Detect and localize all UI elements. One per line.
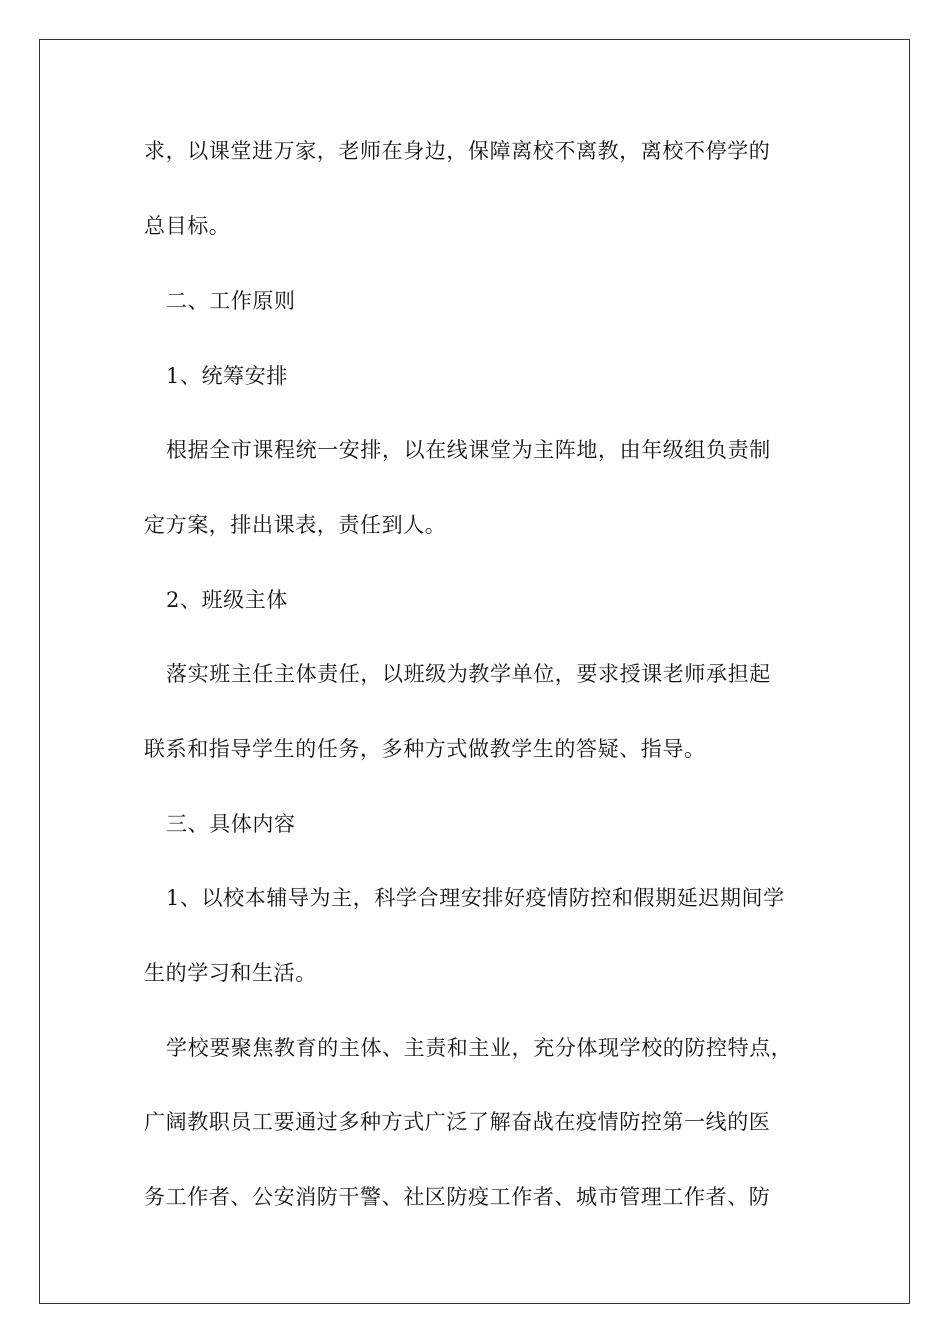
- paragraph-line: 总目标。: [144, 214, 231, 238]
- subsection-heading: 1、统筹安排: [166, 364, 288, 388]
- paragraph-line: 生的学习和生活。: [144, 961, 317, 985]
- paragraph-line: 学校要聚焦教育的主体、主责和主业，充分体现学校的防控特点，: [166, 1036, 793, 1060]
- paragraph-line: 务工作者、公安消防干警、社区防疫工作者、城市管理工作者、防: [144, 1185, 771, 1209]
- section-heading: 三、具体内容: [166, 812, 296, 836]
- paragraph-line: 落实班主任主体责任，以班级为教学单位，要求授课老师承担起: [166, 662, 771, 686]
- paragraph-line: 广阔教职员工要通过多种方式广泛了解奋战在疫情防控第一线的医: [144, 1110, 771, 1134]
- subsection-heading: 2、班级主体: [166, 588, 288, 612]
- paragraph-line: 根据全市课程统一安排，以在线课堂为主阵地，由年级组负责制: [166, 438, 771, 462]
- paragraph-line: 联系和指导学生的任务，多种方式做教学生的答疑、指导。: [144, 737, 706, 761]
- paragraph-line: 定方案，排出课表，责任到人。: [144, 513, 447, 537]
- paragraph-line: 求，以课堂进万家，老师在身边，保障离校不离教，离校不停学的: [144, 139, 771, 163]
- paragraph-line: 1、以校本辅导为主，科学合理安排好疫情防控和假期延迟期间学: [166, 886, 785, 910]
- section-heading: 二、工作原则: [166, 289, 296, 313]
